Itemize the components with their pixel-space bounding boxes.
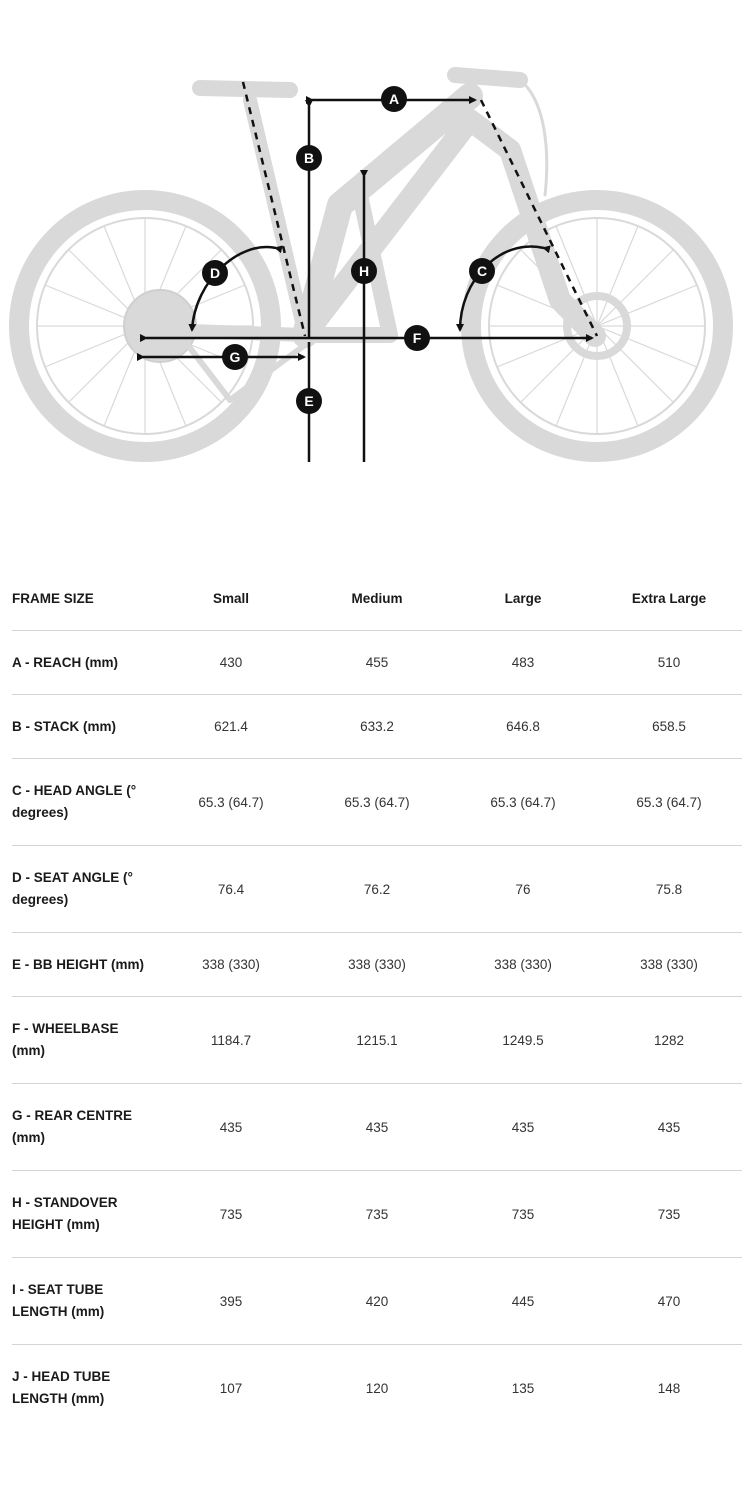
cell-value: 135 — [450, 1345, 596, 1432]
cell-value: 658.5 — [596, 695, 742, 759]
row-label: H - STANDOVER HEIGHT (mm) — [12, 1171, 158, 1258]
cell-value: 338 (330) — [596, 933, 742, 997]
cell-value: 646.8 — [450, 695, 596, 759]
header-size-large: Large — [504, 590, 542, 606]
cell-value: 735 — [158, 1171, 304, 1258]
svg-text:G: G — [229, 349, 241, 365]
table-row — [12, 933, 742, 997]
row-label: B - STACK (mm) — [12, 695, 158, 759]
table-row — [12, 1258, 742, 1345]
cell-value: 65.3 (64.7) — [450, 759, 596, 846]
cell-value: 435 — [158, 1084, 304, 1171]
cell-value: 76 — [450, 846, 596, 933]
cell-value: 735 — [596, 1171, 742, 1258]
marker-e — [296, 388, 322, 414]
geometry-table — [12, 566, 742, 1431]
marker-h — [351, 258, 377, 284]
table-row — [12, 1345, 742, 1432]
cell-value: 735 — [450, 1171, 596, 1258]
cell-value: 1215.1 — [304, 997, 450, 1084]
marker-b — [296, 145, 322, 171]
cell-value: 430 — [158, 631, 304, 695]
cell-value: 735 — [304, 1171, 450, 1258]
cell-value: 65.3 (64.7) — [304, 759, 450, 846]
marker-c — [469, 258, 495, 284]
cell-value: 395 — [158, 1258, 304, 1345]
cell-value: 455 — [304, 631, 450, 695]
cell-value: 75.8 — [596, 846, 742, 933]
row-label: C - HEAD ANGLE (° degrees) — [12, 759, 158, 846]
cell-value: 470 — [596, 1258, 742, 1345]
svg-text:B: B — [303, 150, 315, 166]
cell-value: 338 (330) — [450, 933, 596, 997]
row-label: A - REACH (mm) — [12, 631, 158, 695]
cell-value: 435 — [596, 1084, 742, 1171]
table-row — [12, 846, 742, 933]
header-size-small: Small — [212, 590, 250, 606]
svg-text:C: C — [476, 263, 488, 279]
svg-text:F: F — [412, 330, 422, 346]
cell-value: 1282 — [596, 997, 742, 1084]
cell-value: 435 — [304, 1084, 450, 1171]
cell-value: 120 — [304, 1345, 450, 1432]
marker-d — [202, 260, 228, 286]
cell-value: 621.4 — [158, 695, 304, 759]
cell-value: 148 — [596, 1345, 742, 1432]
cell-value: 76.2 — [304, 846, 450, 933]
table-row — [12, 997, 742, 1084]
marker-a — [381, 86, 407, 112]
cell-value: 435 — [450, 1084, 596, 1171]
table-row — [12, 1084, 742, 1171]
cell-value: 65.3 (64.7) — [596, 759, 742, 846]
table-row — [12, 631, 742, 695]
svg-text:H: H — [358, 263, 370, 279]
cell-value: 338 (330) — [304, 933, 450, 997]
table-row — [12, 1171, 742, 1258]
cell-value: 107 — [158, 1345, 304, 1432]
table-row — [12, 759, 742, 846]
cell-value: 633.2 — [304, 695, 450, 759]
marker-g — [222, 344, 248, 370]
marker-f — [404, 325, 430, 351]
row-label: D - SEAT ANGLE (° degrees) — [12, 846, 158, 933]
cell-value: 483 — [450, 631, 596, 695]
header-size-medium: Medium — [351, 590, 403, 606]
svg-text:A: A — [388, 91, 400, 107]
row-label: J - HEAD TUBE LENGTH (mm) — [12, 1345, 158, 1432]
bike-geometry-diagram — [0, 0, 750, 470]
header-frame-size: FRAME SIZE — [12, 590, 94, 606]
cell-value: 338 (330) — [158, 933, 304, 997]
cell-value: 1249.5 — [450, 997, 596, 1084]
row-label: G - REAR CENTRE (mm) — [12, 1084, 158, 1171]
svg-text:E: E — [304, 393, 314, 409]
cell-value: 445 — [450, 1258, 596, 1345]
cell-value: 65.3 (64.7) — [158, 759, 304, 846]
cell-value: 76.4 — [158, 846, 304, 933]
cell-value: 510 — [596, 631, 742, 695]
table-header-row — [12, 566, 742, 631]
row-label: I - SEAT TUBE LENGTH (mm) — [12, 1258, 158, 1345]
cell-value: 420 — [304, 1258, 450, 1345]
row-label: F - WHEELBASE (mm) — [12, 997, 158, 1084]
svg-text:D: D — [209, 265, 221, 281]
row-label: E - BB HEIGHT (mm) — [12, 933, 158, 997]
header-size-extra-large: Extra Large — [631, 590, 707, 606]
cell-value: 1184.7 — [158, 997, 304, 1084]
table-row — [12, 695, 742, 759]
